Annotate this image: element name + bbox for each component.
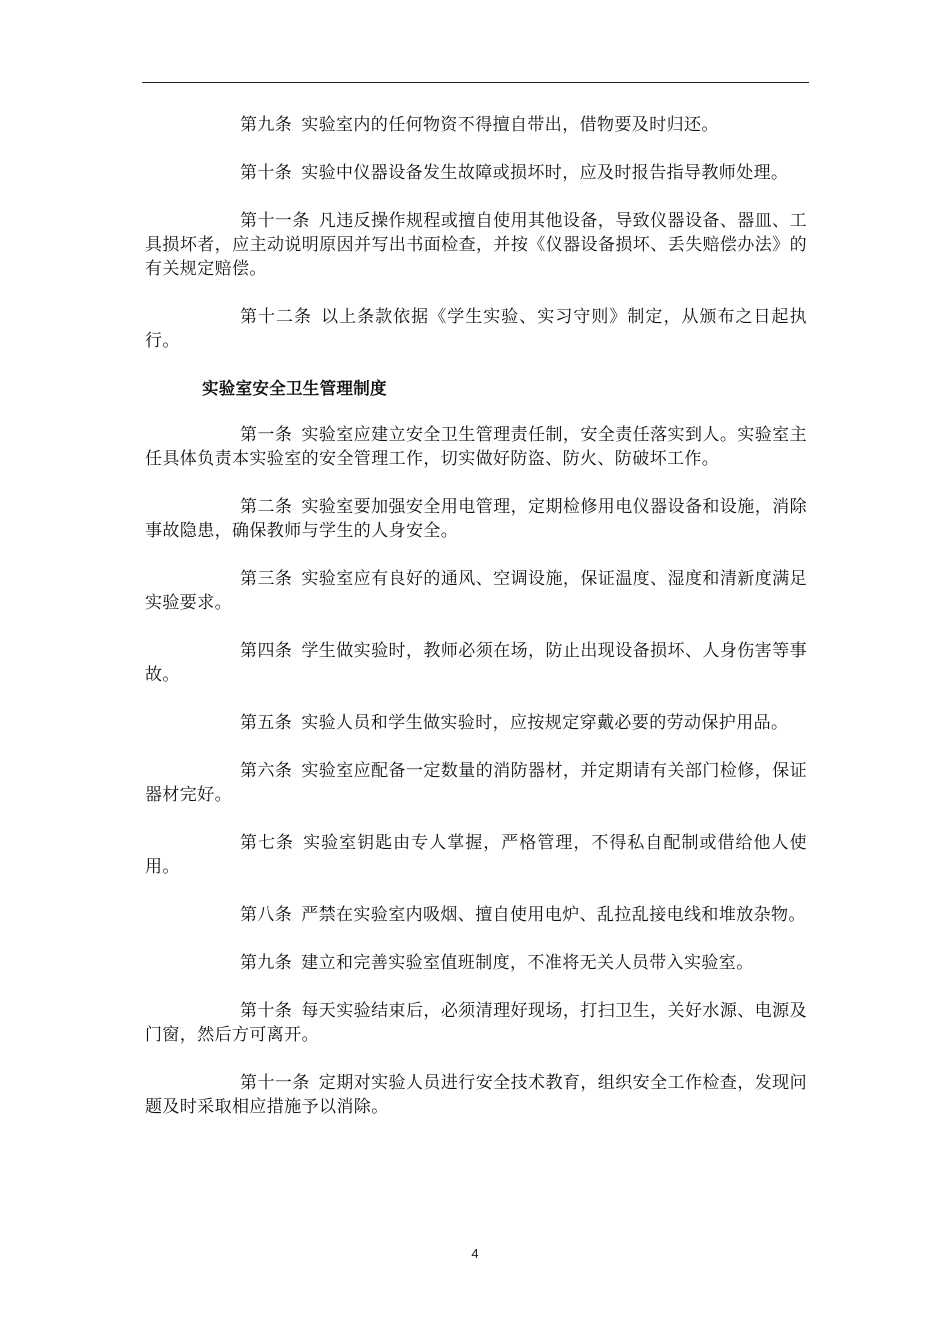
article-number: 第三条 — [240, 569, 293, 589]
article-number: 第八条 — [240, 905, 293, 925]
article-number: 第十一条 — [240, 211, 310, 231]
article-text: 以上条款依据《学生实验、实习守则》制定，从颁布之日起执行。 — [145, 307, 807, 351]
article-paragraph — [145, 423, 807, 471]
article-text: 实验室钥匙由专人掌握，严格管理，不得私自配制或借给他人使用。 — [145, 833, 807, 877]
article-number: 第十条 — [240, 1001, 293, 1021]
article-paragraph — [145, 831, 807, 879]
article-text: 建立和完善实验室值班制度，不准将无关人员带入实验室。 — [301, 953, 754, 973]
document-body — [145, 113, 807, 1143]
article-number: 第五条 — [240, 713, 293, 733]
header-rule — [142, 82, 809, 83]
article-paragraph — [145, 113, 807, 137]
article-number: 第十一条 — [240, 1073, 310, 1093]
article-paragraph — [145, 711, 807, 735]
article-paragraph — [145, 209, 807, 281]
article-number: 第四条 — [240, 641, 293, 661]
article-number: 第九条 — [240, 115, 293, 135]
article-number: 第十二条 — [240, 307, 313, 327]
article-text: 实验室应配备一定数量的消防器材，并定期请有关部门检修，保证器材完好。 — [145, 761, 807, 805]
article-paragraph — [145, 951, 807, 975]
article-text: 学生做实验时，教师必须在场，防止出现设备损坏、人身伤害等事故。 — [145, 641, 807, 685]
article-text: 实验中仪器设备发生故障或损坏时，应及时报告指导教师处理。 — [301, 163, 789, 183]
article-text: 每天实验结束后，必须清理好现场，打扫卫生，关好水源、电源及门窗，然后方可离开。 — [145, 1001, 807, 1045]
article-text: 实验室应有良好的通风、空调设施，保证温度、湿度和清新度满足实验要求。 — [145, 569, 807, 613]
article-text: 凡违反操作规程或擅自使用其他设备，导致仪器设备、器皿、工具损坏者，应主动说明原因并写出书面检查，并按《仪器设备损坏、丢失赔偿办法》的有关规定赔偿。 — [145, 211, 807, 279]
article-paragraph — [145, 495, 807, 543]
article-paragraph — [145, 639, 807, 687]
article-text: 定期对实验人员进行安全技术教育，组织安全工作检查，发现问题及时采取相应措施予以消除。 — [145, 1073, 807, 1117]
article-number: 第七条 — [240, 833, 295, 853]
article-number: 第十条 — [240, 163, 293, 183]
article-paragraph — [145, 999, 807, 1047]
article-paragraph — [145, 567, 807, 615]
article-paragraph — [145, 903, 807, 927]
section-title: 实验室安全卫生管理制度 — [202, 379, 387, 398]
article-number: 第一条 — [240, 425, 293, 445]
article-number: 第六条 — [240, 761, 293, 781]
article-paragraph — [145, 161, 807, 185]
article-number: 第九条 — [240, 953, 293, 973]
article-text: 实验室要加强安全用电管理，定期检修用电仪器设备和设施，消除事故隐患，确保教师与学生的人身安全。 — [145, 497, 807, 541]
article-paragraph — [145, 305, 807, 353]
article-paragraph — [145, 759, 807, 807]
article-paragraph — [145, 1071, 807, 1119]
page-number: 4 — [471, 1246, 479, 1261]
article-text: 实验人员和学生做实验时，应按规定穿戴必要的劳动保护用品。 — [301, 713, 789, 733]
article-text: 严禁在实验室内吸烟、擅自使用电炉、乱拉乱接电线和堆放杂物。 — [301, 905, 806, 925]
article-text: 实验室应建立安全卫生管理责任制，安全责任落实到人。实验室主任具体负责本实验室的安全管理工作，切实做好防盗、防火、防破坏工作。 — [145, 425, 807, 469]
article-number: 第二条 — [240, 497, 293, 517]
article-text: 实验室内的任何物资不得擅自带出，借物要及时归还。 — [301, 115, 719, 135]
